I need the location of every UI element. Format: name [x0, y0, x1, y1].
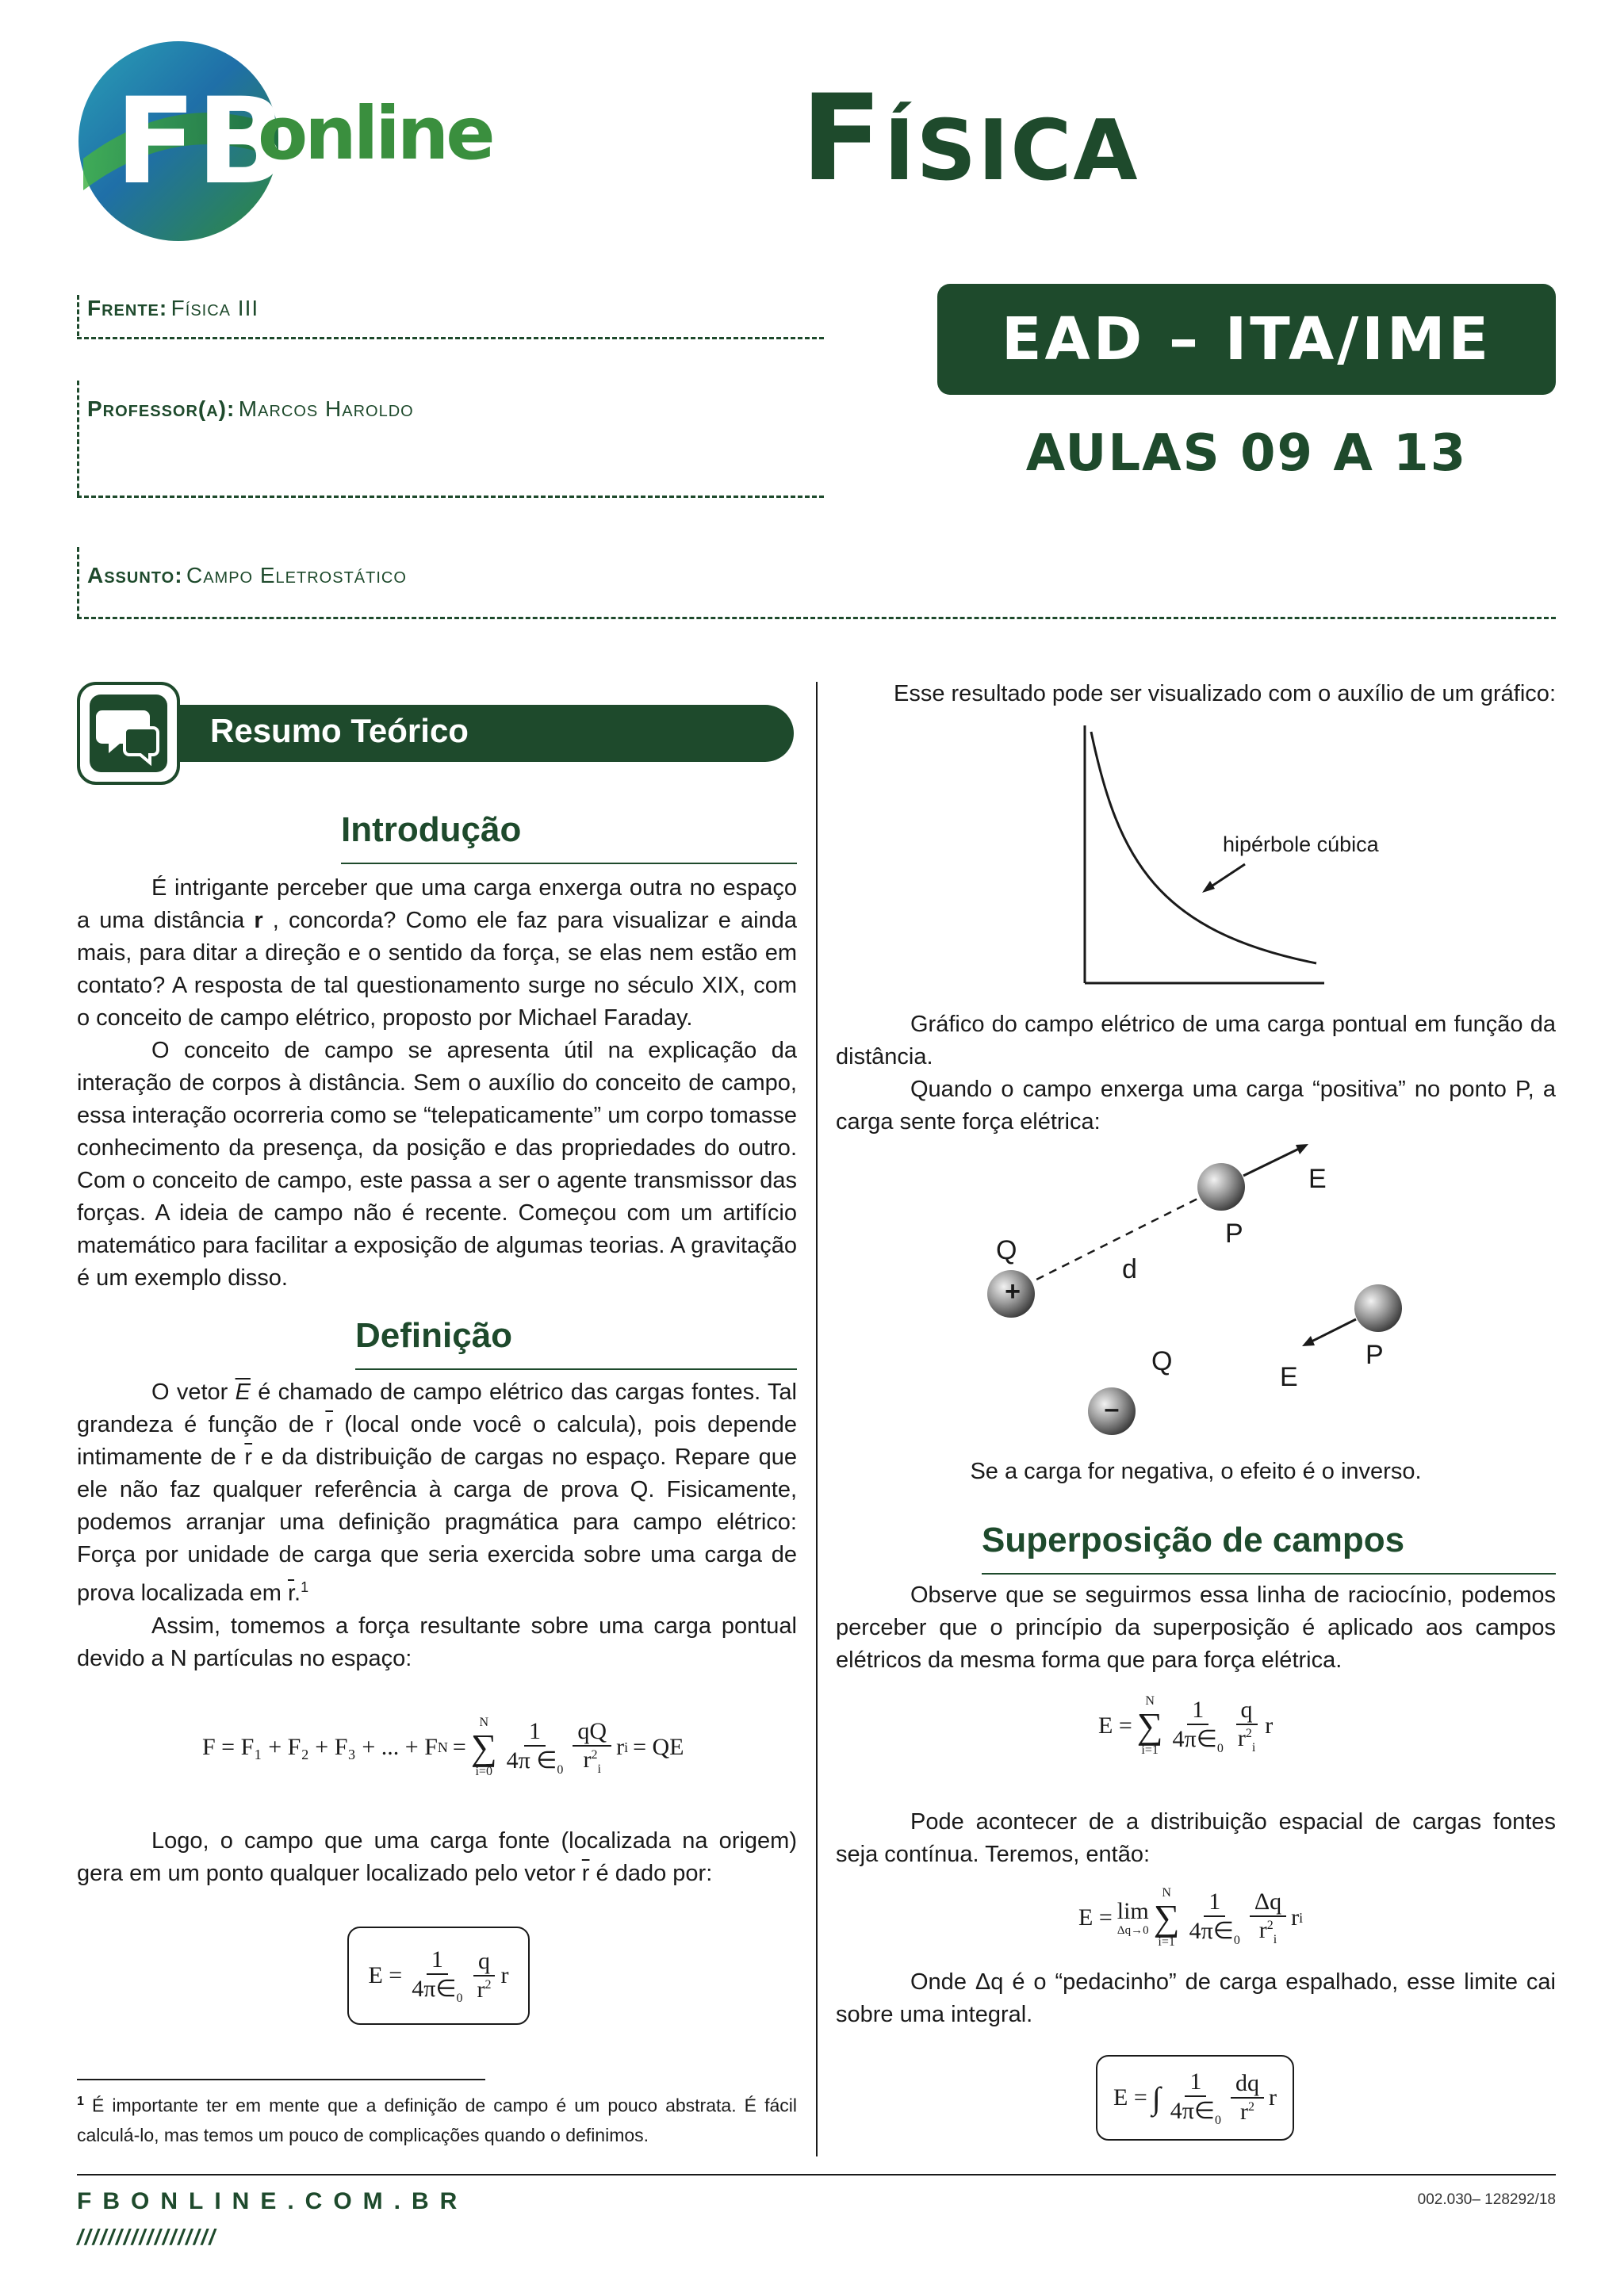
- footer-site[interactable]: FBONLINE.COM.BR: [77, 2188, 469, 2214]
- eq1-den2: r: [583, 1747, 592, 1773]
- footnote: [77, 2087, 797, 2150]
- eq5-fraction-1: [1166, 2068, 1226, 2128]
- eq4-r: r: [1258, 1917, 1267, 1943]
- eq3-den-sub: 0: [1216, 1741, 1224, 1755]
- eq1-equals: =: [452, 1734, 466, 1760]
- graph-label: hipérbole cúbica: [1223, 832, 1379, 856]
- diagram-label-E1: E: [1308, 1164, 1327, 1194]
- eq1-fraction-1: [502, 1718, 569, 1777]
- eq2-r2: r: [477, 1976, 485, 2003]
- charge-diagram: [975, 1142, 1467, 1459]
- footer-slashes: //////////////////: [77, 2225, 217, 2249]
- integral-text: [836, 1966, 1556, 2031]
- eq3-r-sub: i: [1251, 1741, 1256, 1755]
- continuous-paragraph: Pode acontecer de a distribuição espacial de cargas fontes seja contínua. Teremos, então:: [836, 1809, 1556, 1867]
- footnote-text: É importante ter em mente que a definição de campo é um pouco abstrata. É fácil calculá-lo, mas temos um pouco de complicações quando o definimos.: [77, 2095, 797, 2145]
- intro-p1-b: , concorda? Como ele faz para visualizar e ainda mais, para ditar a direção e o sentido da força, se elas nem estão em contato? A resposta de tal questionamento surge no século XIX, com o conceito de campo elétrico, proposto por Michael Faraday.: [77, 908, 797, 1031]
- professor-value: Marcos Haroldo: [238, 396, 414, 421]
- eq1-den2-sub: i: [597, 1762, 601, 1776]
- eq2-fraction-1: [407, 1946, 467, 2006]
- eq2-den-sub: 0: [456, 1991, 463, 2005]
- def-text-2: [77, 1825, 797, 1890]
- minus-sign: –: [1104, 1394, 1120, 1424]
- graph-caption-text: [836, 1008, 1556, 1138]
- eq5-rhat: r: [1269, 2084, 1277, 2110]
- intro-paragraph-2: O conceito de campo se apresenta útil na explicação da interação de corpos à distância. Sem o auxílio do conceito de campo, essa interação ocorreria como se “telepaticamente” um corpo tomasse conhecimento da presença, da posição e das propriedades do outro. Com o conceito de campo, este passa a ser o agente transmissor das forças. A ideia de campo não é recente. Começou com um artifício matemático para facilitar a exposição de algumas teorias. A gravitação é um exemplo disso.: [77, 1038, 797, 1291]
- arrow-head-icon: [1302, 1336, 1315, 1346]
- limit-symbol: [1117, 1898, 1149, 1938]
- eq1-fraction-2: [573, 1718, 611, 1777]
- eq4-num: 1: [1204, 1888, 1225, 1917]
- footer-code: 002.030– 128292/18: [1417, 2191, 1556, 2208]
- eq2-rhat: r: [500, 1962, 509, 1988]
- eq4-rhat-sub: i: [1299, 1909, 1304, 1926]
- frente-field: [87, 296, 259, 321]
- eq5-dq: dq: [1231, 2070, 1264, 2099]
- footnote-mark: 1: [77, 2095, 84, 2108]
- sum-symbol: N ∑ i=0: [470, 1716, 497, 1778]
- def-rule: [355, 1368, 797, 1370]
- divider: [77, 295, 79, 336]
- plus-sign: +: [1005, 1276, 1021, 1307]
- svg-text:FB: FB: [115, 73, 287, 211]
- eq2-den: 4π∈: [412, 1975, 457, 2002]
- eq3-q: q: [1236, 1697, 1258, 1725]
- def-p1-e: .: [294, 1580, 301, 1606]
- eq1-lhs-sub: N: [437, 1739, 448, 1755]
- logo: [75, 40, 492, 246]
- vector-r: $\overline{r}$: [244, 1445, 253, 1470]
- integral-symbol: ∫: [1151, 2080, 1161, 2116]
- divider: [77, 337, 824, 339]
- arrow-head-icon: [1296, 1144, 1308, 1154]
- chat-bubbles-icon: [80, 685, 177, 782]
- lessons-title: AULAS 09 A 13: [1025, 424, 1468, 483]
- eq3-rhat: r: [1265, 1712, 1274, 1739]
- professor-label: Professor(a):: [87, 396, 236, 421]
- frente-label: Frente:: [87, 296, 168, 320]
- def-title: Definição: [355, 1316, 513, 1355]
- superpos-title: Superposição de campos: [982, 1521, 1405, 1559]
- arrow-head-icon: [1202, 881, 1215, 893]
- logo-text: online: [258, 91, 492, 176]
- eq1-den-sub: 0: [557, 1762, 564, 1777]
- divider: [77, 381, 79, 496]
- eq2-r2-sup: 2: [485, 1978, 492, 1992]
- field-vector-E2: [1308, 1319, 1356, 1343]
- eq4-fraction-1: [1185, 1888, 1245, 1948]
- column-divider: [816, 682, 818, 2156]
- eq1-lhs: F = F₁ + F₂ + F₃ + ... + F: [202, 1734, 438, 1760]
- distance-line: [1011, 1191, 1213, 1292]
- eq4-lhs: E =: [1078, 1904, 1113, 1931]
- def-paragraph-1: [77, 1376, 797, 1610]
- eq3-num: 1: [1187, 1697, 1208, 1725]
- def-p3-b: é dado por:: [589, 1861, 713, 1886]
- eq3-fraction-2: [1233, 1697, 1260, 1755]
- eq3-sum-top: N: [1145, 1694, 1155, 1708]
- intro-p1-r: r: [254, 908, 263, 933]
- page-title: Física: [801, 70, 1139, 208]
- eq1-sum-top: N: [479, 1716, 488, 1729]
- eq1-sum-bot: i=0: [475, 1765, 492, 1778]
- eq3-lhs: E =: [1098, 1712, 1132, 1739]
- eq5-r-sup: 2: [1248, 2100, 1254, 2114]
- intro-p1-a: É intrigante perceber que uma carga enxerga outra no espaço a uma distância: [77, 875, 797, 933]
- intro-title: Introdução: [341, 810, 522, 849]
- test-charge-P2: [1354, 1284, 1402, 1332]
- def-text: [77, 1376, 797, 1675]
- superpos-text: [836, 1579, 1556, 1677]
- diagram-label-E2: E: [1280, 1362, 1298, 1392]
- eq5-den-sub: 0: [1215, 2113, 1221, 2127]
- graph-caption: Gráfico do campo elétrico de uma carga pontual em função da distância.: [836, 1012, 1556, 1070]
- eq4-dq: Δq: [1250, 1888, 1286, 1917]
- superpos-paragraph: Observe que se seguirmos essa linha de raciocínio, podemos perceber que o princípio da superposição é aplicado aos campos elétricos da mesma forma que para força elétrica.: [836, 1582, 1556, 1673]
- eq4-lim-sub: Δq→0: [1116, 1924, 1149, 1938]
- eq4-sum-bot: i=1: [1158, 1935, 1175, 1949]
- assunto-value: Campo Eletrostático: [186, 563, 407, 587]
- eq4-sum-top: N: [1162, 1886, 1171, 1900]
- footnote-ref: 1: [301, 1579, 309, 1595]
- eq4-den: 4π∈: [1189, 1917, 1234, 1944]
- eq1-rhs: = QE: [633, 1734, 684, 1760]
- eq5-fraction-2: [1231, 2070, 1264, 2126]
- equation-limit: [1078, 1887, 1303, 1949]
- eq2-fraction-2: [473, 1948, 496, 2003]
- eq1-rhat: r: [616, 1734, 625, 1760]
- frente-value: Física III: [170, 296, 259, 320]
- def-paragraph-2: Assim, tomemos a força resultante sobre uma carga pontual devido a N partículas no espaço:: [77, 1613, 797, 1671]
- intro-paragraph-1: [77, 872, 797, 1035]
- eq1-rhat-sub: i: [624, 1739, 629, 1755]
- sum-symbol: N ∑ i=1: [1136, 1694, 1163, 1757]
- course-banner: [937, 284, 1556, 395]
- eq1-den2-sup: 2: [591, 1748, 598, 1762]
- eq3-sum-bot: i=1: [1141, 1743, 1159, 1757]
- vector-r: $\overline{r}$: [325, 1412, 334, 1437]
- eq1-num: 1: [524, 1718, 546, 1747]
- divider: [77, 547, 79, 618]
- sum-symbol: N ∑ i=1: [1153, 1886, 1180, 1949]
- def-paragraph-3: [77, 1825, 797, 1890]
- eq4-rhat: r: [1291, 1904, 1300, 1931]
- eq5-num: 1: [1185, 2068, 1206, 2097]
- test-charge-P1: [1197, 1163, 1245, 1211]
- eq2-lhs: E =: [368, 1962, 403, 1988]
- eq5-den: 4π∈: [1170, 2097, 1215, 2124]
- eq2-num: 1: [427, 1946, 448, 1975]
- equation-superposition: [1098, 1695, 1273, 1757]
- eq1-num2: qQ: [573, 1718, 611, 1747]
- eq4-lim: lim: [1116, 1898, 1149, 1925]
- equation-force-sum: [202, 1716, 684, 1778]
- positive-text: Quando o campo enxerga uma carga “positiva” no ponto P, a carga sente força elétrica:: [836, 1077, 1556, 1135]
- intro-text: [77, 872, 797, 1295]
- chat-icon-frame: [77, 682, 180, 785]
- diagram-label-P2: P: [1365, 1340, 1384, 1370]
- equation-point-field: [347, 1927, 530, 2025]
- vector-r: $\overline{r}$: [287, 1580, 295, 1606]
- graph-intro: Esse resultado pode ser visualizado com o auxílio de um gráfico:: [894, 681, 1556, 706]
- diagram-label-Q2: Q: [1151, 1346, 1173, 1376]
- vector-r: $\overline{r}$: [581, 1861, 590, 1886]
- resumo-title: Resumo Teórico: [210, 712, 469, 749]
- eq4-fraction-2: [1250, 1888, 1286, 1947]
- assunto-label: Assunto:: [87, 563, 183, 587]
- continuous-text: [836, 1806, 1556, 1871]
- divider: [77, 617, 1556, 619]
- eq3-den: 4π∈: [1172, 1725, 1217, 1752]
- def-p1-a: O vetor: [151, 1380, 236, 1405]
- field-vector-E1: [1243, 1147, 1302, 1176]
- footer-rule: [77, 2174, 1556, 2175]
- eq4-r-sup: 2: [1266, 1919, 1274, 1932]
- eq4-r-sub: i: [1273, 1933, 1277, 1946]
- def-p1-d: e da distribuição de cargas no espaço. Repare que ele não faz qualquer referência à carga de prova Q. Fisicamente, podemos arranjar uma definição pragmática para campo elétrico: Força por unidade de carga que seria exercida sobre uma carga de prova localizada em: [77, 1445, 798, 1606]
- diagram-label-Q1: Q: [996, 1235, 1017, 1265]
- eq3-fraction-1: [1168, 1697, 1228, 1756]
- course-banner-text: EAD – ITA/IME: [1001, 305, 1492, 373]
- eq1-den: 4π ∈: [506, 1747, 557, 1774]
- eq3-r: r: [1237, 1725, 1246, 1751]
- def-p1-b: é chamado de campo elétrico das cargas fontes. Tal grandeza é função de: [77, 1380, 797, 1437]
- intro-rule: [341, 863, 797, 864]
- eq5-r: r: [1240, 2099, 1248, 2125]
- vector-E: $\overline{E}$: [235, 1380, 251, 1405]
- superpos-rule: [982, 1573, 1556, 1575]
- divider: [77, 496, 824, 498]
- diagram-label-P1: P: [1225, 1219, 1243, 1249]
- resumo-header: [77, 682, 797, 785]
- eq2-q: q: [473, 1948, 495, 1976]
- integral-paragraph: Onde Δq é o “pedacinho” de carga espalhado, esse limite cai sobre uma integral.: [836, 1969, 1556, 2027]
- def-p1-c: (local onde você o calcula), pois depende intimamente de: [77, 1412, 797, 1470]
- negative-text: Se a carga for negativa, o efeito é o inverso.: [970, 1459, 1422, 1484]
- eq3-r-sup: 2: [1245, 1727, 1252, 1740]
- def-p3-a: Logo, o campo que uma carga fonte (localizada na origem) gera em um ponto qualquer localizado pelo vetor: [77, 1828, 797, 1886]
- eq4-den-sub: 0: [1233, 1933, 1240, 1947]
- assunto-field: [87, 563, 407, 588]
- equation-integral: [1096, 2055, 1294, 2141]
- eq5-lhs: E =: [1113, 2084, 1147, 2110]
- professor-field: [87, 396, 414, 422]
- diagram-label-d: d: [1122, 1254, 1137, 1284]
- footnote-rule: [77, 2079, 485, 2080]
